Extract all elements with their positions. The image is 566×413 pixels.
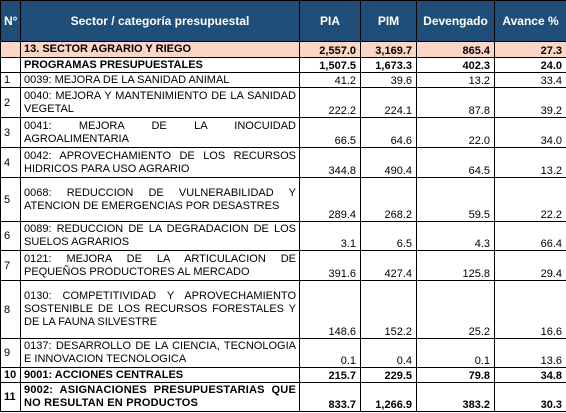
row-description: 0089: REDUCCION DE LA DEGRADACION DE LOS SUELOS AGRARIOS <box>21 222 300 251</box>
row-devengado: 383.2 <box>417 383 495 412</box>
row-pim: 152.2 <box>361 281 417 339</box>
table-row <box>1 222 566 251</box>
row-description: 0039: MEJORA DE LA SANIDAD ANIMAL <box>21 73 300 88</box>
row-pim: 1,673.3 <box>361 58 417 73</box>
row-avance: 33.4 <box>495 73 566 88</box>
table-row <box>1 383 566 412</box>
row-pia: 0.1 <box>300 339 361 368</box>
row-avance: 13.2 <box>495 148 566 178</box>
row-avance: 34.8 <box>495 368 566 383</box>
row-number <box>1 58 21 73</box>
row-number: 9 <box>1 339 21 368</box>
table-row <box>1 148 566 178</box>
row-pim: 427.4 <box>361 251 417 281</box>
row-pim: 3,169.7 <box>361 42 417 58</box>
row-pim: 490.4 <box>361 148 417 178</box>
header-pia: PIA <box>300 1 361 42</box>
header-row <box>1 1 566 42</box>
row-pia: 289.4 <box>300 178 361 222</box>
table-row <box>1 73 566 88</box>
row-pim: 39.6 <box>361 73 417 88</box>
row-devengado: 79.8 <box>417 368 495 383</box>
row-pim: 268.2 <box>361 178 417 222</box>
row-pim: 229.5 <box>361 368 417 383</box>
row-pia: 215.7 <box>300 368 361 383</box>
row-description: 0040: MEJORA Y MANTENIMIENTO DE LA SANIDAD VEGETAL <box>21 88 300 118</box>
row-description: 9002: ASIGNACIONES PRESUPUESTARIAS QUE NO RESULTAN EN PRODUCTOS <box>21 383 300 412</box>
row-pim: 6.5 <box>361 222 417 251</box>
row-devengado: 25.2 <box>417 281 495 339</box>
row-number: 3 <box>1 118 21 148</box>
header-no: N° <box>1 1 21 42</box>
row-pia: 148.6 <box>300 281 361 339</box>
row-avance: 66.4 <box>495 222 566 251</box>
header-devengado: Devengado <box>417 1 495 42</box>
row-pim: 224.1 <box>361 88 417 118</box>
row-number: 10 <box>1 368 21 383</box>
row-description: 0121: MEJORA DE LA ARTICULACION DE PEQUEÑOS PRODUCTORES AL MERCADO <box>21 251 300 281</box>
table-row <box>1 42 566 58</box>
row-description: PROGRAMAS PRESUPUESTALES <box>21 58 300 73</box>
row-devengado: 4.3 <box>417 222 495 251</box>
row-devengado: 125.8 <box>417 251 495 281</box>
row-number: 4 <box>1 148 21 178</box>
row-avance: 34.0 <box>495 118 566 148</box>
table-row <box>1 251 566 281</box>
row-number: 8 <box>1 281 21 339</box>
row-description: 0042: APROVECHAMIENTO DE LOS RECURSOS HIDRICOS PARA USO AGRARIO <box>21 148 300 178</box>
row-number: 1 <box>1 73 21 88</box>
row-description: 9001: ACCIONES CENTRALES <box>21 368 300 383</box>
row-avance: 39.2 <box>495 88 566 118</box>
row-pia: 344.8 <box>300 148 361 178</box>
row-devengado: 87.8 <box>417 88 495 118</box>
row-devengado: 865.4 <box>417 42 495 58</box>
row-pia: 391.6 <box>300 251 361 281</box>
row-devengado: 0.1 <box>417 339 495 368</box>
row-number: 7 <box>1 251 21 281</box>
header-sector: Sector / categoría presupuestal <box>21 1 300 42</box>
row-pia: 833.7 <box>300 383 361 412</box>
row-pia: 222.2 <box>300 88 361 118</box>
row-pim: 1,266.9 <box>361 383 417 412</box>
row-pia: 66.5 <box>300 118 361 148</box>
table-row <box>1 178 566 222</box>
row-pim: 0.4 <box>361 339 417 368</box>
row-description: 0041: MEJORA DE LA INOCUIDAD AGROALIMENTARIA <box>21 118 300 148</box>
row-devengado: 59.5 <box>417 178 495 222</box>
row-pia: 1,507.5 <box>300 58 361 73</box>
table-row <box>1 58 566 73</box>
row-avance: 13.6 <box>495 339 566 368</box>
row-devengado: 13.2 <box>417 73 495 88</box>
row-pim: 64.6 <box>361 118 417 148</box>
row-devengado: 64.5 <box>417 148 495 178</box>
table-row <box>1 281 566 339</box>
row-avance: 27.3 <box>495 42 566 58</box>
row-description: 0130: COMPETITIVIDAD Y APROVECHAMIENTO SOSTENIBLE DE LOS RECURSOS FORESTALES Y DE LA FAUNA SILVESTRE <box>21 281 300 339</box>
row-number: 5 <box>1 178 21 222</box>
header-pim: PIM <box>361 1 417 42</box>
table-row <box>1 88 566 118</box>
row-pia: 2,557.0 <box>300 42 361 58</box>
row-description: 0137: DESARROLLO DE LA CIENCIA, TECNOLOGIA E INNOVACION TECNOLOGICA <box>21 339 300 368</box>
row-avance: 16.6 <box>495 281 566 339</box>
table-row <box>1 118 566 148</box>
row-pia: 41.2 <box>300 73 361 88</box>
row-description: 0068: REDUCCION DE VULNERABILIDAD Y ATENCION DE EMERGENCIAS POR DESASTRES <box>21 178 300 222</box>
row-number: 6 <box>1 222 21 251</box>
row-avance: 30.3 <box>495 383 566 412</box>
row-number: 2 <box>1 88 21 118</box>
row-number <box>1 42 21 58</box>
table-row <box>1 368 566 383</box>
row-pia: 3.1 <box>300 222 361 251</box>
row-avance: 24.0 <box>495 58 566 73</box>
row-devengado: 402.3 <box>417 58 495 73</box>
row-number: 11 <box>1 383 21 412</box>
row-avance: 29.4 <box>495 251 566 281</box>
table-row <box>1 339 566 368</box>
row-avance: 22.2 <box>495 178 566 222</box>
header-avance: Avance % <box>495 1 566 42</box>
row-description: 13. SECTOR AGRARIO Y RIEGO <box>21 42 300 58</box>
row-devengado: 22.0 <box>417 118 495 148</box>
